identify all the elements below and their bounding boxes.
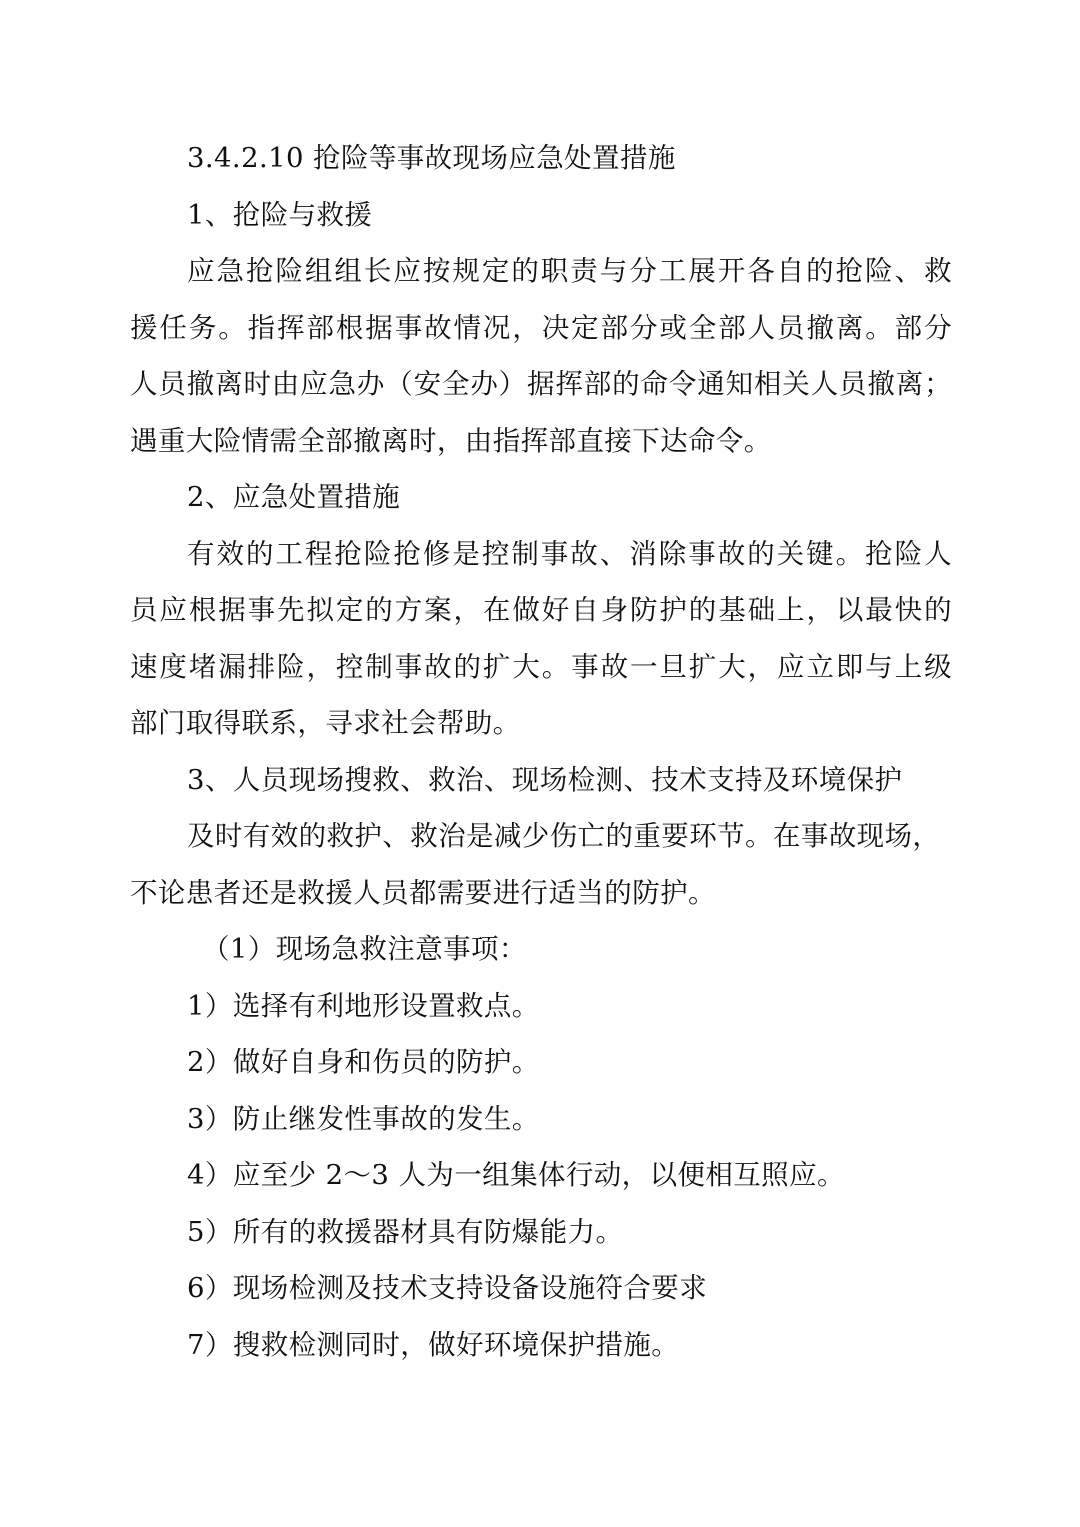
item1-para-line: 遇重大险情需全部撤离时，由指挥部直接下达命令。 xyxy=(130,424,772,457)
item1-para-line: 人员撤离时由应急办（安全办）据挥部的命令通知相关人员撤离； xyxy=(130,368,952,400)
sub-heading: （1）现场急救注意事项： xyxy=(202,933,527,965)
item2-para-line: 速度堵漏排险，控制事故的扩大。事故一旦扩大，应立即与上级 xyxy=(130,650,952,683)
list-item: 6）现场检测及技术支持设备设施符合要求 xyxy=(187,1272,708,1304)
section-heading: 3.4.2.10 抢险等事故现场应急处置措施 xyxy=(187,142,676,174)
item2-para-line: 有效的工程抢险抢修是控制事故、消除事故的关键。抢险人 xyxy=(187,537,952,570)
item1-para-line: 应急抢险组组长应按规定的职责与分工展开各自的抢险、救 xyxy=(187,255,952,287)
list-item: 7）搜救检测同时，做好环境保护措施。 xyxy=(187,1328,680,1361)
item1-heading: 1、抢险与救援 xyxy=(187,198,373,231)
list-item: 2）做好自身和伤员的防护。 xyxy=(187,1046,540,1078)
item3-para-line: 及时有效的救护、救治是减少伤亡的重要环节。在事故现场， xyxy=(187,820,941,852)
list-item: 3）防止继发性事故的发生。 xyxy=(187,1102,540,1135)
item1-para-line: 援任务。指挥部根据事故情况，决定部分或全部人员撤离。部分 xyxy=(130,311,952,344)
item3-heading: 3、人员现场搜救、救治、现场检测、技术支持及环境保护 xyxy=(187,763,903,796)
list-item: 1）选择有利地形设置救点。 xyxy=(187,989,540,1022)
item2-para-line: 员应根据事先拟定的方案，在做好自身防护的基础上，以最快的 xyxy=(130,594,952,626)
item2-para-line: 部门取得联系，寻求社会帮助。 xyxy=(130,707,521,739)
item3-para-line: 不论患者还是救援人员都需要进行适当的防护。 xyxy=(130,876,716,909)
item2-heading: 2、应急处置措施 xyxy=(187,481,401,513)
document-page xyxy=(130,130,952,1373)
list-item: 4）应至少 2～3 人为一组集体行动，以便相互照应。 xyxy=(187,1159,845,1191)
list-item: 5）所有的救援器材具有防爆能力。 xyxy=(187,1215,624,1248)
